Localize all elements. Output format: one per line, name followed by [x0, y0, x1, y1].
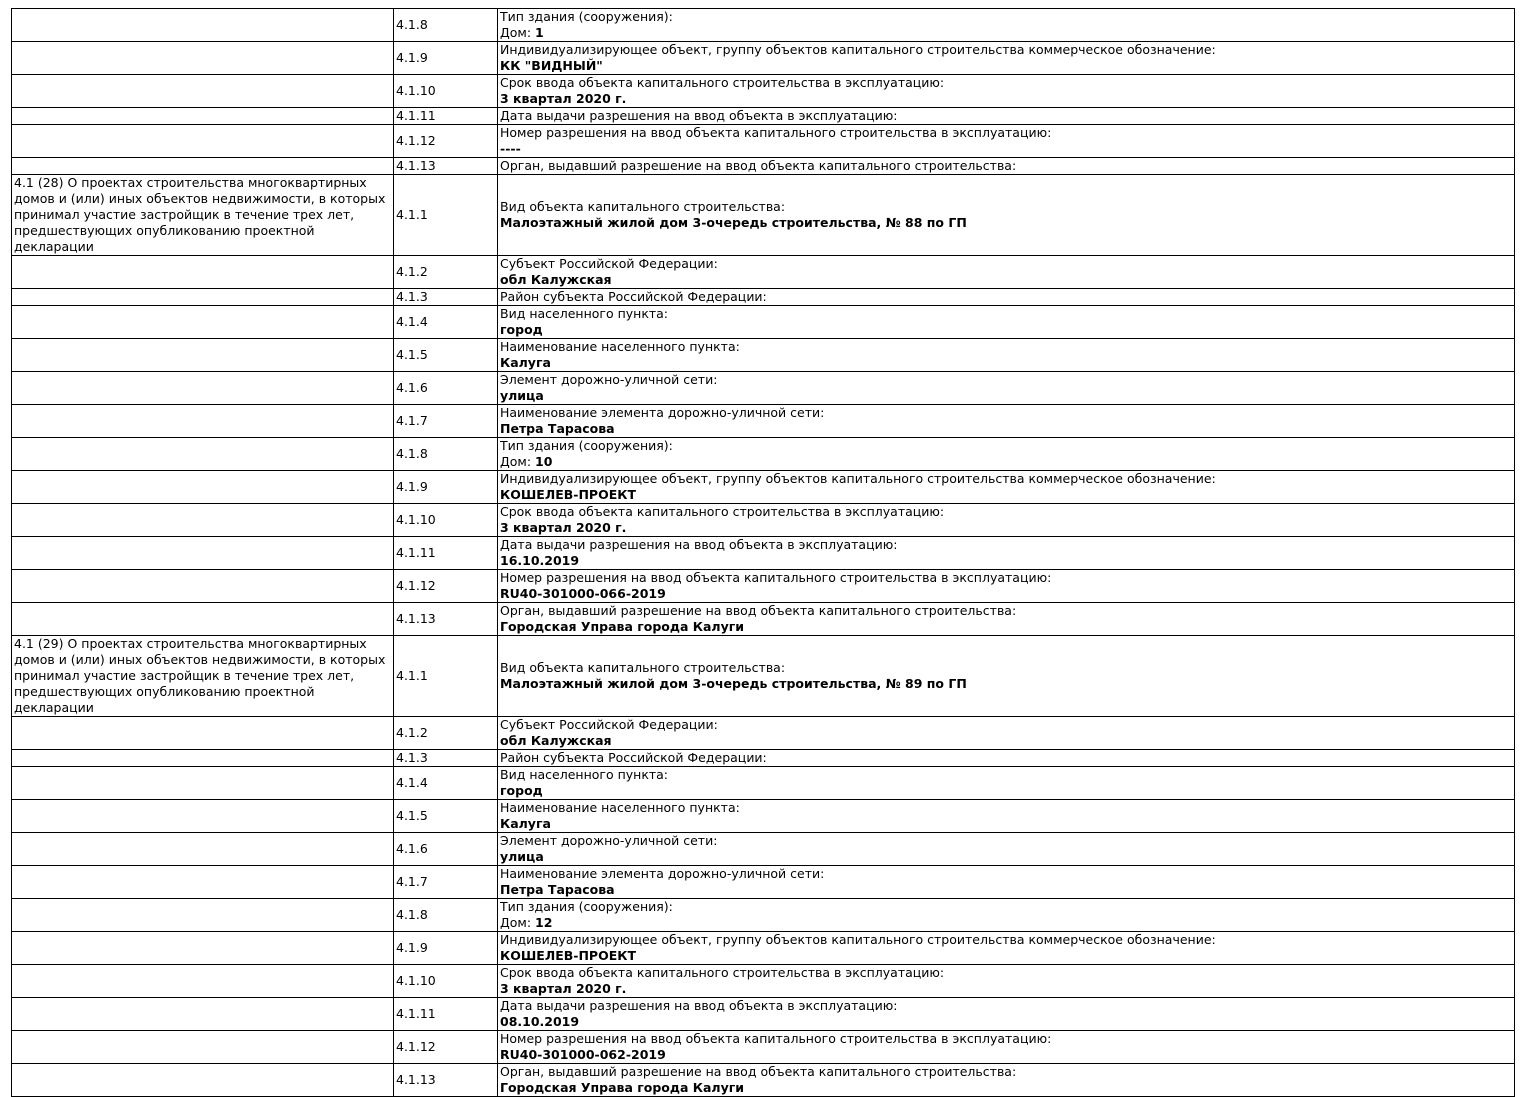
field-label: Вид объекта капитального строительства: — [500, 199, 786, 214]
field-cell — [498, 998, 1515, 1031]
field-cell — [498, 125, 1515, 158]
table-row — [12, 965, 1515, 998]
field-value-text: КК "ВИДНЫЙ" — [500, 58, 603, 73]
empty-description-cell — [12, 108, 394, 125]
row-code: 4.1.10 — [394, 965, 498, 998]
field-value — [500, 586, 1511, 602]
field-label: Орган, выдавший разрешение на ввод объекта капитального строительства: — [500, 158, 1017, 173]
table-row — [12, 636, 1515, 717]
row-code: 4.1.11 — [394, 537, 498, 570]
row-code: 4.1.2 — [394, 256, 498, 289]
table-row — [12, 125, 1515, 158]
field-cell — [498, 899, 1515, 932]
row-code: 4.1.4 — [394, 767, 498, 800]
empty-description-cell — [12, 1064, 394, 1097]
table-row — [12, 256, 1515, 289]
field-value — [500, 981, 1511, 997]
field-label: Тип здания (сооружения): — [500, 438, 673, 453]
empty-description-cell — [12, 75, 394, 108]
field-value — [500, 1080, 1511, 1096]
row-code: 4.1.12 — [394, 1031, 498, 1064]
field-cell — [498, 965, 1515, 998]
field-value — [500, 553, 1511, 569]
row-code: 4.1.9 — [394, 471, 498, 504]
empty-description-cell — [12, 339, 394, 372]
field-value-text: улица — [500, 388, 544, 403]
section-title: 4.1 (29) О проектах строительства многоквартирных домов и (или) иных объектов недвижимости, в которых принимал участие застройщик в течение трех лет, предшествующих опубликованию проектной декларации — [14, 636, 386, 715]
empty-description-cell — [12, 717, 394, 750]
field-cell — [498, 306, 1515, 339]
field-value — [500, 141, 1511, 157]
row-code: 4.1.2 — [394, 717, 498, 750]
table-row — [12, 438, 1515, 471]
field-value-text: 3 квартал 2020 г. — [500, 981, 627, 996]
field-cell — [498, 438, 1515, 471]
row-code: 4.1.13 — [394, 158, 498, 175]
field-value — [500, 849, 1511, 865]
field-cell — [498, 1064, 1515, 1097]
field-value-text: 08.10.2019 — [500, 1014, 580, 1029]
table-row — [12, 306, 1515, 339]
field-cell — [498, 750, 1515, 767]
table-row — [12, 75, 1515, 108]
field-value-text: город — [500, 783, 543, 798]
field-label: Наименование населенного пункта: — [500, 800, 740, 815]
field-cell — [498, 175, 1515, 256]
row-code: 4.1.12 — [394, 570, 498, 603]
field-label: Орган, выдавший разрешение на ввод объекта капитального строительства: — [500, 603, 1017, 618]
row-code: 4.1.13 — [394, 603, 498, 636]
row-code: 4.1.13 — [394, 1064, 498, 1097]
table-row — [12, 158, 1515, 175]
row-code: 4.1.6 — [394, 372, 498, 405]
field-label: Субъект Российской Федерации: — [500, 256, 718, 271]
row-code: 4.1.8 — [394, 899, 498, 932]
empty-description-cell — [12, 932, 394, 965]
field-value-text: Малоэтажный жилой дом 3-очередь строительства, № 89 по ГП — [500, 676, 967, 691]
row-code: 4.1.1 — [394, 636, 498, 717]
row-code: 4.1.7 — [394, 405, 498, 438]
field-value — [500, 816, 1511, 832]
field-label: Срок ввода объекта капитального строительства в эксплуатацию: — [500, 965, 945, 980]
field-value-prefix: Дом: — [500, 915, 536, 930]
field-label: Дата выдачи разрешения на ввод объекта в эксплуатацию: — [500, 537, 898, 552]
table-row — [12, 570, 1515, 603]
field-value — [500, 948, 1511, 964]
field-value-text: улица — [500, 849, 544, 864]
field-label: Наименование элемента дорожно-уличной сети: — [500, 405, 825, 420]
field-value — [500, 676, 1511, 692]
field-cell — [498, 256, 1515, 289]
field-value — [500, 58, 1511, 74]
empty-description-cell — [12, 537, 394, 570]
field-value — [500, 783, 1511, 799]
empty-description-cell — [12, 256, 394, 289]
field-value — [500, 91, 1511, 107]
field-value — [500, 1014, 1511, 1030]
field-value — [500, 487, 1511, 503]
empty-description-cell — [12, 125, 394, 158]
row-code: 4.1.5 — [394, 339, 498, 372]
field-value-text: КОШЕЛЕВ-ПРОЕКТ — [500, 487, 636, 502]
field-value — [500, 272, 1511, 288]
row-code: 4.1.3 — [394, 750, 498, 767]
table-row — [12, 932, 1515, 965]
declaration-table-body — [12, 9, 1515, 1097]
table-row — [12, 405, 1515, 438]
field-value-text: Калуга — [500, 816, 551, 831]
row-code: 4.1.1 — [394, 175, 498, 256]
empty-description-cell — [12, 471, 394, 504]
field-value-text: Петра Тарасова — [500, 421, 615, 436]
empty-description-cell — [12, 158, 394, 175]
field-value — [500, 520, 1511, 536]
empty-description-cell — [12, 9, 394, 42]
table-row — [12, 108, 1515, 125]
field-value-text: КОШЕЛЕВ-ПРОЕКТ — [500, 948, 636, 963]
field-cell — [498, 75, 1515, 108]
row-code: 4.1.5 — [394, 800, 498, 833]
field-cell — [498, 767, 1515, 800]
field-label: Номер разрешения на ввод объекта капитального строительства в эксплуатацию: — [500, 1031, 1052, 1046]
field-value — [500, 915, 1511, 931]
field-label: Элемент дорожно-уличной сети: — [500, 372, 718, 387]
field-value-prefix: Дом: — [500, 25, 536, 40]
table-row — [12, 175, 1515, 256]
empty-description-cell — [12, 833, 394, 866]
field-label: Наименование населенного пункта: — [500, 339, 740, 354]
field-value — [500, 882, 1511, 898]
table-row — [12, 1031, 1515, 1064]
field-value-text: 3 квартал 2020 г. — [500, 520, 627, 535]
row-code: 4.1.9 — [394, 932, 498, 965]
field-cell — [498, 158, 1515, 175]
table-row — [12, 833, 1515, 866]
field-value — [500, 355, 1511, 371]
row-code: 4.1.11 — [394, 108, 498, 125]
field-value — [500, 421, 1511, 437]
table-row — [12, 339, 1515, 372]
field-label: Дата выдачи разрешения на ввод объекта в эксплуатацию: — [500, 108, 898, 123]
empty-description-cell — [12, 767, 394, 800]
empty-description-cell — [12, 899, 394, 932]
field-value-text: Городская Управа города Калуги — [500, 1080, 745, 1095]
empty-description-cell — [12, 438, 394, 471]
field-value-text: 12 — [535, 915, 553, 930]
field-cell — [498, 339, 1515, 372]
field-value — [500, 733, 1511, 749]
field-label: Срок ввода объекта капитального строительства в эксплуатацию: — [500, 75, 945, 90]
document-page — [11, 8, 1515, 1097]
row-code: 4.1.10 — [394, 75, 498, 108]
field-value — [500, 619, 1511, 635]
field-value-text: Петра Тарасова — [500, 882, 615, 897]
table-row — [12, 42, 1515, 75]
field-label: Индивидуализирующее объект, группу объектов капитального строительства коммерческое обозначение: — [500, 42, 1216, 57]
field-cell — [498, 833, 1515, 866]
field-label: Элемент дорожно-уличной сети: — [500, 833, 718, 848]
field-value — [500, 215, 1511, 231]
field-value-text: обл Калужская — [500, 733, 612, 748]
field-cell — [498, 636, 1515, 717]
section-title: 4.1 (28) О проектах строительства многоквартирных домов и (или) иных объектов недвижимости, в которых принимал участие застройщик в течение трех лет, предшествующих опубликованию проектной декларации — [14, 175, 386, 254]
table-row — [12, 750, 1515, 767]
field-cell — [498, 800, 1515, 833]
row-code: 4.1.9 — [394, 42, 498, 75]
field-value — [500, 322, 1511, 338]
empty-description-cell — [12, 800, 394, 833]
field-value-text: Городская Управа города Калуги — [500, 619, 745, 634]
table-row — [12, 504, 1515, 537]
section-description-cell — [12, 175, 394, 256]
field-label: Район субъекта Российской Федерации: — [500, 750, 767, 765]
declaration-table — [11, 8, 1515, 1097]
field-label: Срок ввода объекта капитального строительства в эксплуатацию: — [500, 504, 945, 519]
field-value-text: RU40-301000-066-2019 — [500, 586, 666, 601]
field-value-text: 16.10.2019 — [500, 553, 580, 568]
field-value — [500, 454, 1511, 470]
field-label: Район субъекта Российской Федерации: — [500, 289, 767, 304]
field-value-text: город — [500, 322, 543, 337]
row-code: 4.1.8 — [394, 438, 498, 471]
row-code: 4.1.10 — [394, 504, 498, 537]
field-label: Вид населенного пункта: — [500, 306, 669, 321]
row-code: 4.1.3 — [394, 289, 498, 306]
empty-description-cell — [12, 603, 394, 636]
field-label: Наименование элемента дорожно-уличной сети: — [500, 866, 825, 881]
table-row — [12, 800, 1515, 833]
field-value-text: 1 — [535, 25, 544, 40]
row-code: 4.1.8 — [394, 9, 498, 42]
table-row — [12, 899, 1515, 932]
field-cell — [498, 570, 1515, 603]
field-value — [500, 388, 1511, 404]
row-code: 4.1.4 — [394, 306, 498, 339]
field-cell — [498, 42, 1515, 75]
field-cell — [498, 603, 1515, 636]
field-cell — [498, 504, 1515, 537]
field-value-text: RU40-301000-062-2019 — [500, 1047, 666, 1062]
field-value-text: обл Калужская — [500, 272, 612, 287]
row-code: 4.1.12 — [394, 125, 498, 158]
field-cell — [498, 372, 1515, 405]
section-description-cell — [12, 636, 394, 717]
field-cell — [498, 866, 1515, 899]
field-cell — [498, 717, 1515, 750]
field-label: Вид населенного пункта: — [500, 767, 669, 782]
empty-description-cell — [12, 405, 394, 438]
field-label: Тип здания (сооружения): — [500, 899, 673, 914]
field-cell — [498, 471, 1515, 504]
empty-description-cell — [12, 1031, 394, 1064]
field-cell — [498, 1031, 1515, 1064]
table-row — [12, 603, 1515, 636]
field-label: Орган, выдавший разрешение на ввод объекта капитального строительства: — [500, 1064, 1017, 1079]
field-label: Субъект Российской Федерации: — [500, 717, 718, 732]
field-value — [500, 25, 1511, 41]
table-row — [12, 1064, 1515, 1097]
table-row — [12, 866, 1515, 899]
field-cell — [498, 9, 1515, 42]
table-row — [12, 372, 1515, 405]
field-label: Индивидуализирующее объект, группу объектов капитального строительства коммерческое обозначение: — [500, 471, 1216, 486]
empty-description-cell — [12, 998, 394, 1031]
row-code: 4.1.11 — [394, 998, 498, 1031]
field-value-text: 10 — [535, 454, 553, 469]
table-row — [12, 9, 1515, 42]
field-label: Индивидуализирующее объект, группу объектов капитального строительства коммерческое обозначение: — [500, 932, 1216, 947]
empty-description-cell — [12, 306, 394, 339]
field-value-prefix: Дом: — [500, 454, 536, 469]
empty-description-cell — [12, 372, 394, 405]
row-code: 4.1.6 — [394, 833, 498, 866]
field-label: Номер разрешения на ввод объекта капитального строительства в эксплуатацию: — [500, 125, 1052, 140]
table-row — [12, 471, 1515, 504]
empty-description-cell — [12, 965, 394, 998]
field-value-text: ---- — [500, 141, 521, 156]
row-code: 4.1.7 — [394, 866, 498, 899]
field-label: Вид объекта капитального строительства: — [500, 660, 786, 675]
table-row — [12, 998, 1515, 1031]
table-row — [12, 537, 1515, 570]
table-row — [12, 717, 1515, 750]
field-label: Тип здания (сооружения): — [500, 9, 673, 24]
empty-description-cell — [12, 504, 394, 537]
table-row — [12, 767, 1515, 800]
field-value-text: 3 квартал 2020 г. — [500, 91, 627, 106]
field-cell — [498, 108, 1515, 125]
field-cell — [498, 289, 1515, 306]
empty-description-cell — [12, 570, 394, 603]
field-label: Номер разрешения на ввод объекта капитального строительства в эксплуатацию: — [500, 570, 1052, 585]
empty-description-cell — [12, 866, 394, 899]
field-cell — [498, 537, 1515, 570]
table-row — [12, 289, 1515, 306]
field-label: Дата выдачи разрешения на ввод объекта в эксплуатацию: — [500, 998, 898, 1013]
field-cell — [498, 932, 1515, 965]
field-cell — [498, 405, 1515, 438]
empty-description-cell — [12, 289, 394, 306]
field-value-text: Малоэтажный жилой дом 3-очередь строительства, № 88 по ГП — [500, 215, 967, 230]
field-value — [500, 1047, 1511, 1063]
empty-description-cell — [12, 750, 394, 767]
field-value-text: Калуга — [500, 355, 551, 370]
empty-description-cell — [12, 42, 394, 75]
